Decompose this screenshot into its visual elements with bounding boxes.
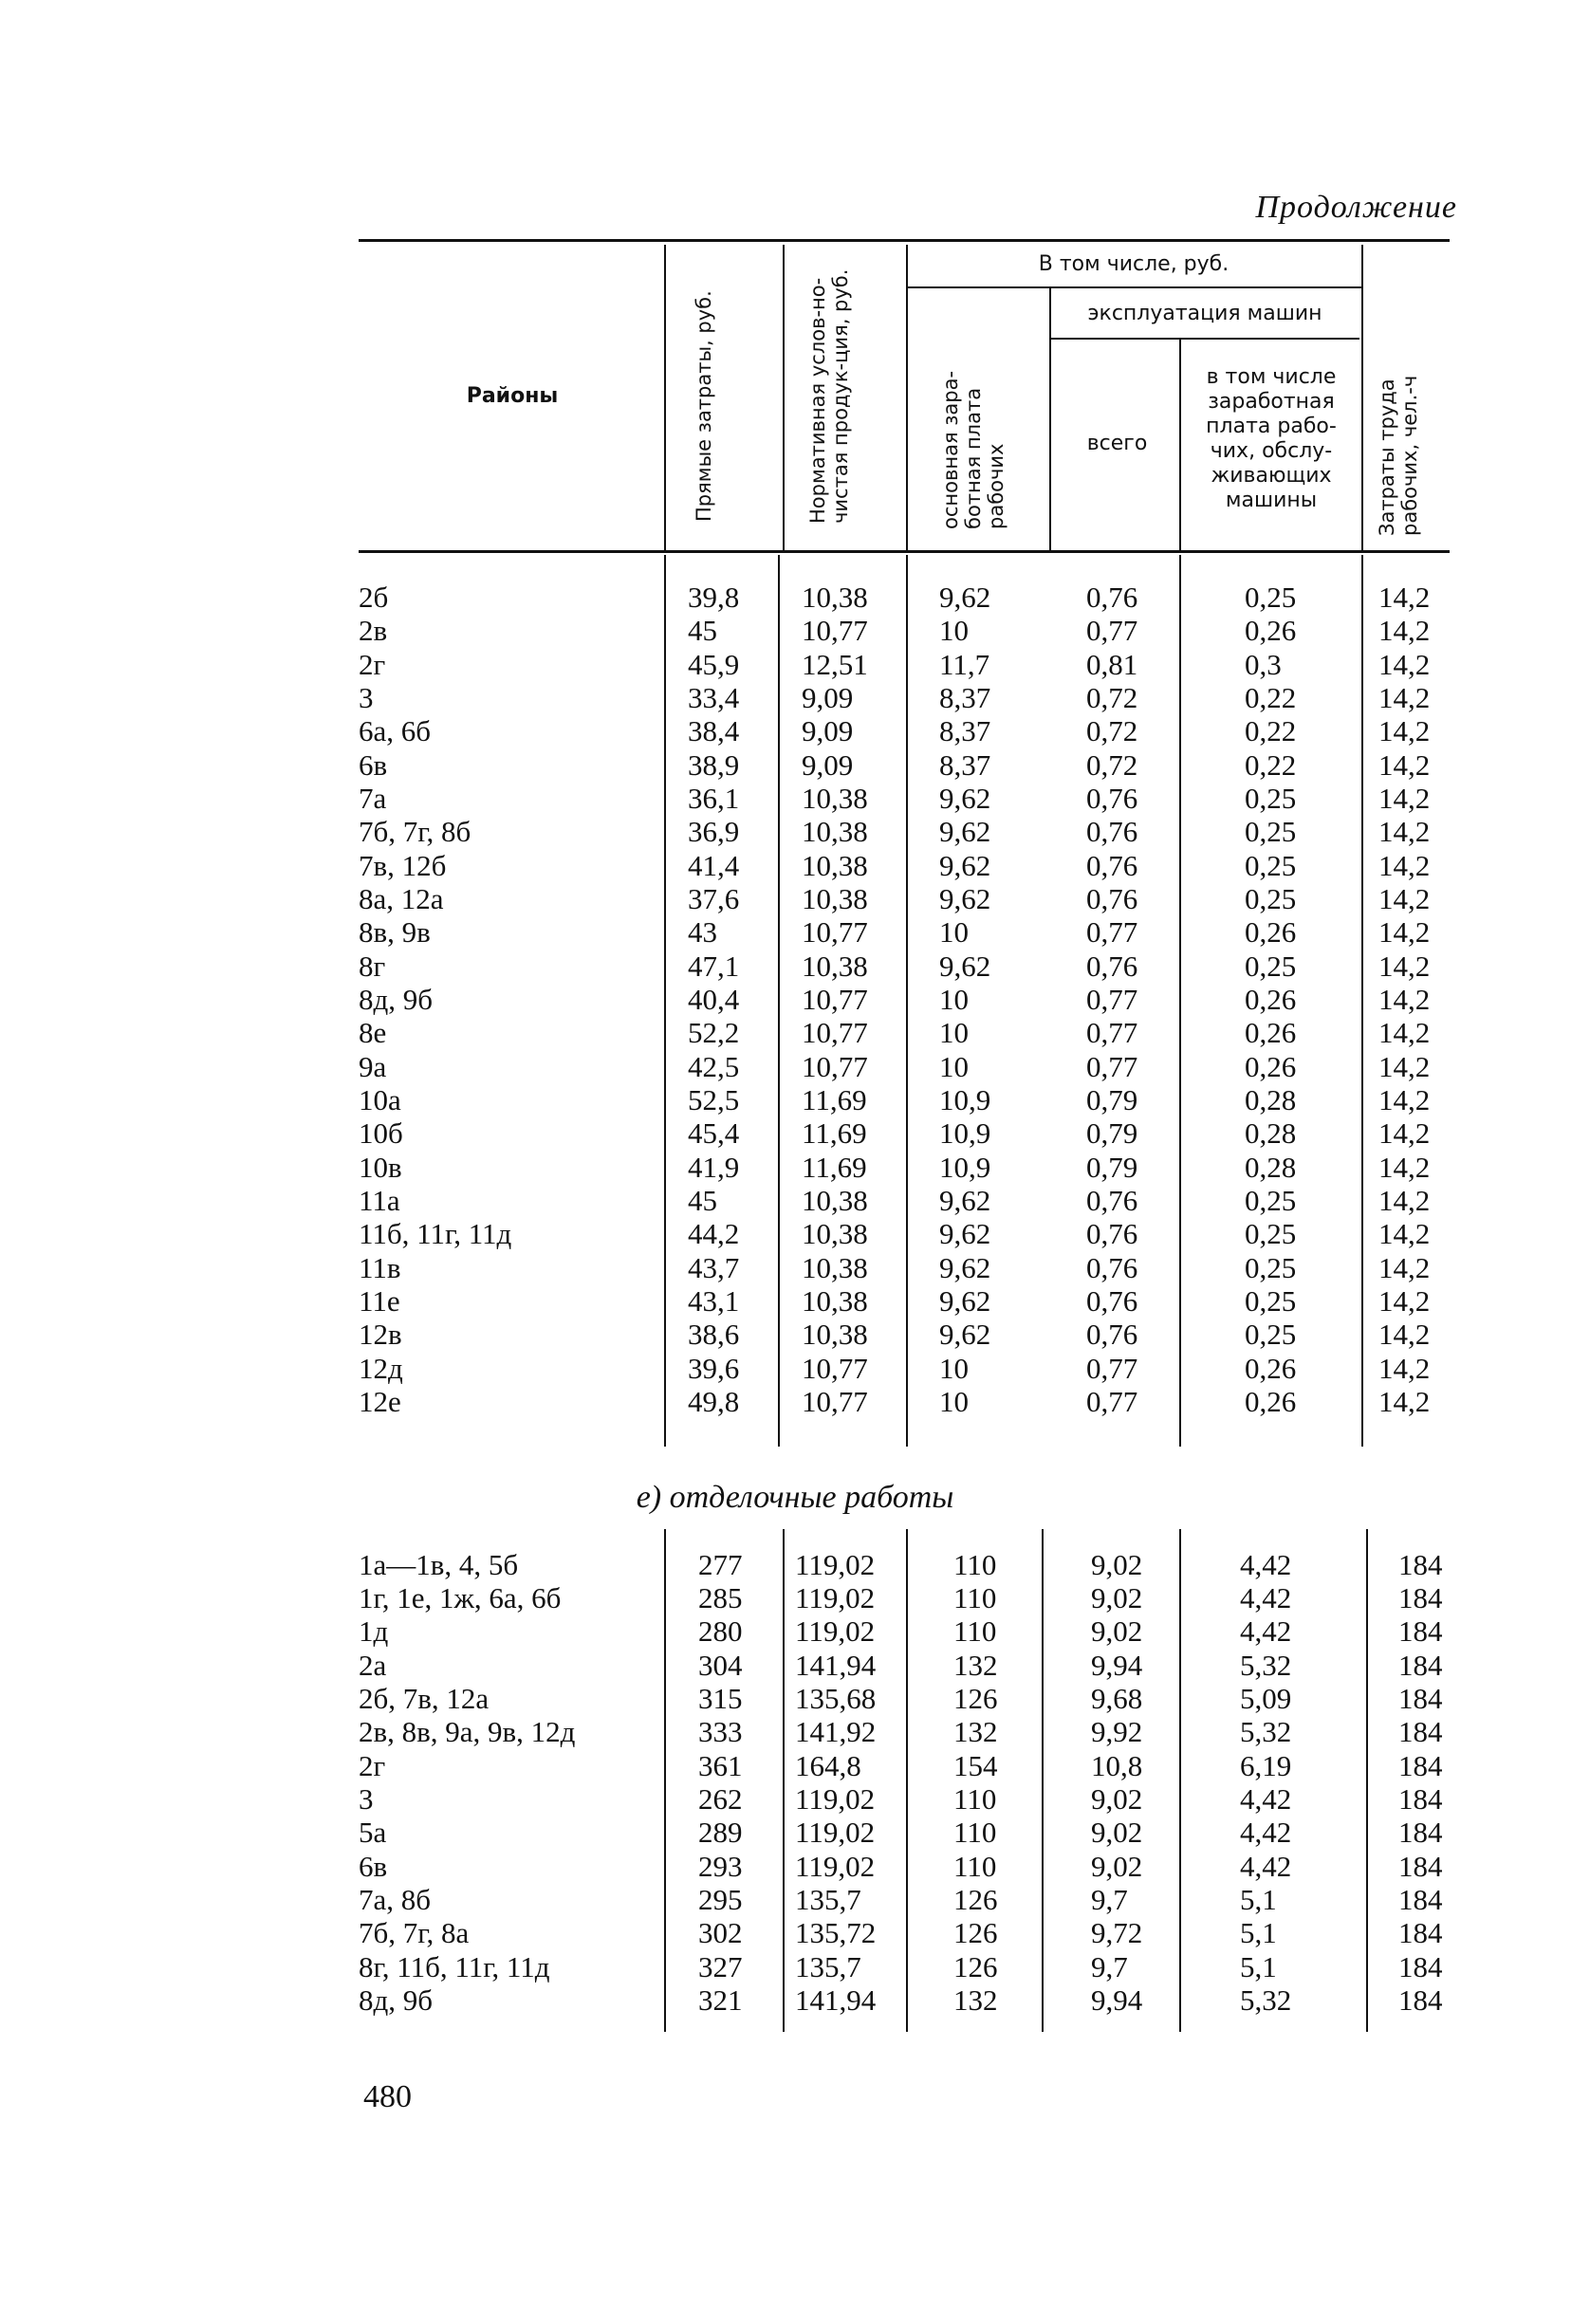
including-rule [908,286,1361,288]
table-row: 7б, 7г, 8а 302 135,72 126 9,72 5,1 184 [359,1916,1443,1949]
table-row: 1а—1в, 4, 5б 277 119,02 110 9,02 4,42 184 [359,1548,1443,1581]
header-normative: Нормативная услов-но-чистая продук-ция, руб. [806,268,852,524]
table-row: 8г, 11б, 11г, 11д 327 135,7 126 9,7 5,1 184 [359,1950,1443,1983]
table-row: 11а 45 10,38 9,62 0,76 0,25 14,2 [359,1184,1431,1217]
table-row: 1г, 1е, 1ж, 6а, 6б 285 119,02 110 9,02 4,42 184 [359,1581,1443,1614]
table-row: 10б 45,4 11,69 10,9 0,79 0,28 14,2 [359,1116,1431,1150]
table-row: 11в 43,7 10,38 9,62 0,76 0,25 14,2 [359,1251,1431,1284]
table-row: 8а, 12а 37,6 10,38 9,62 0,76 0,25 14,2 [359,882,1431,915]
table-row: 11б, 11г, 11д 44,2 10,38 9,62 0,76 0,25 14,2 [359,1217,1431,1250]
table-row: 8д, 9б 40,4 10,77 10 0,77 0,26 14,2 [359,983,1431,1016]
table-row: 2б, 7в, 12а 315 135,68 126 9,68 5,09 184 [359,1682,1443,1715]
header-sep-4 [1049,288,1051,550]
table-row: 11е 43,1 10,38 9,62 0,76 0,25 14,2 [359,1284,1431,1318]
table-row: 6а, 6б 38,4 9,09 8,37 0,72 0,22 14,2 [359,714,1431,747]
section-title-finishing-works: е) отделочные работы [636,1480,954,1515]
header-sep-2 [783,245,785,550]
header-sep-1 [664,245,666,550]
table-row: 3 262 119,02 110 9,02 4,42 184 [359,1782,1443,1816]
table-row: 2г 45,9 12,51 11,7 0,81 0,3 14,2 [359,648,1431,681]
page-number: 480 [363,2079,412,2114]
header-total: всего [1086,432,1148,455]
table-row: 6в 293 119,02 110 9,02 4,42 184 [359,1850,1443,1883]
table-row: 7а 36,1 10,38 9,62 0,76 0,25 14,2 [359,782,1431,815]
machines-rule [1051,338,1359,340]
header-sep-5 [1179,340,1181,550]
continuation-caption: Продолжение [1255,190,1457,225]
table-row: 2в, 8в, 9а, 9в, 12д 333 141,92 132 9,92 5,32 184 [359,1715,1443,1748]
table-row: 8в, 9в 43 10,77 10 0,77 0,26 14,2 [359,915,1431,949]
header-base-wage: основная зара-ботная плата рабочих [939,370,1008,529]
table-row: 10в 41,9 11,69 10,9 0,79 0,28 14,2 [359,1151,1431,1184]
table-row: 2в 45 10,77 10 0,77 0,26 14,2 [359,614,1431,647]
table-row: 2б 39,8 10,38 9,62 0,76 0,25 14,2 [359,581,1431,614]
table-row: 7б, 7г, 8б 36,9 10,38 9,62 0,76 0,25 14,2 [359,815,1431,848]
table-row: 8д, 9б 321 141,94 132 9,94 5,32 184 [359,1983,1443,2017]
table-row: 10а 52,5 11,69 10,9 0,79 0,28 14,2 [359,1083,1431,1116]
table-row: 8г 47,1 10,38 9,62 0,76 0,25 14,2 [359,950,1431,983]
table-row: 1д 280 119,02 110 9,02 4,42 184 [359,1614,1443,1648]
header-regions: Районы [466,384,559,408]
table-row: 5а 289 119,02 110 9,02 4,42 184 [359,1816,1443,1849]
table-row: 6в 38,9 9,09 8,37 0,72 0,22 14,2 [359,748,1431,782]
header-machine-operation: эксплуатация машин [1087,302,1322,325]
header-sep-6 [1361,245,1363,550]
table-row: 12е 49,8 10,77 10 0,77 0,26 14,2 [359,1385,1431,1418]
header-labor: Затраты труда рабочих, чел.-ч [1376,375,1421,536]
table-row: 7в, 12б 41,4 10,38 9,62 0,76 0,25 14,2 [359,849,1431,882]
table-row: 12в 38,6 10,38 9,62 0,76 0,25 14,2 [359,1318,1431,1351]
header-machine-wage: в том числе заработная плата рабо-чих, обслу-живающих машины [1206,365,1337,512]
table-row: 3 33,4 9,09 8,37 0,72 0,22 14,2 [359,681,1431,714]
table-row: 7а, 8б 295 135,7 126 9,7 5,1 184 [359,1883,1443,1916]
table-row: 12д 39,6 10,77 10 0,77 0,26 14,2 [359,1352,1431,1385]
header-top-rule [359,239,1450,242]
header-direct-costs: Прямые затраты, руб. [693,290,715,522]
table-row: 2г 361 164,8 154 10,8 6,19 184 [359,1749,1443,1782]
table-row: 8е 52,2 10,77 10 0,77 0,26 14,2 [359,1016,1431,1049]
header-bottom-rule [359,550,1450,553]
header-sep-3 [906,245,908,550]
table-row: 2а 304 141,94 132 9,94 5,32 184 [359,1649,1443,1682]
header-including: В том числе, руб. [1038,252,1229,276]
table-row: 9а 42,5 10,77 10 0,77 0,26 14,2 [359,1050,1431,1083]
